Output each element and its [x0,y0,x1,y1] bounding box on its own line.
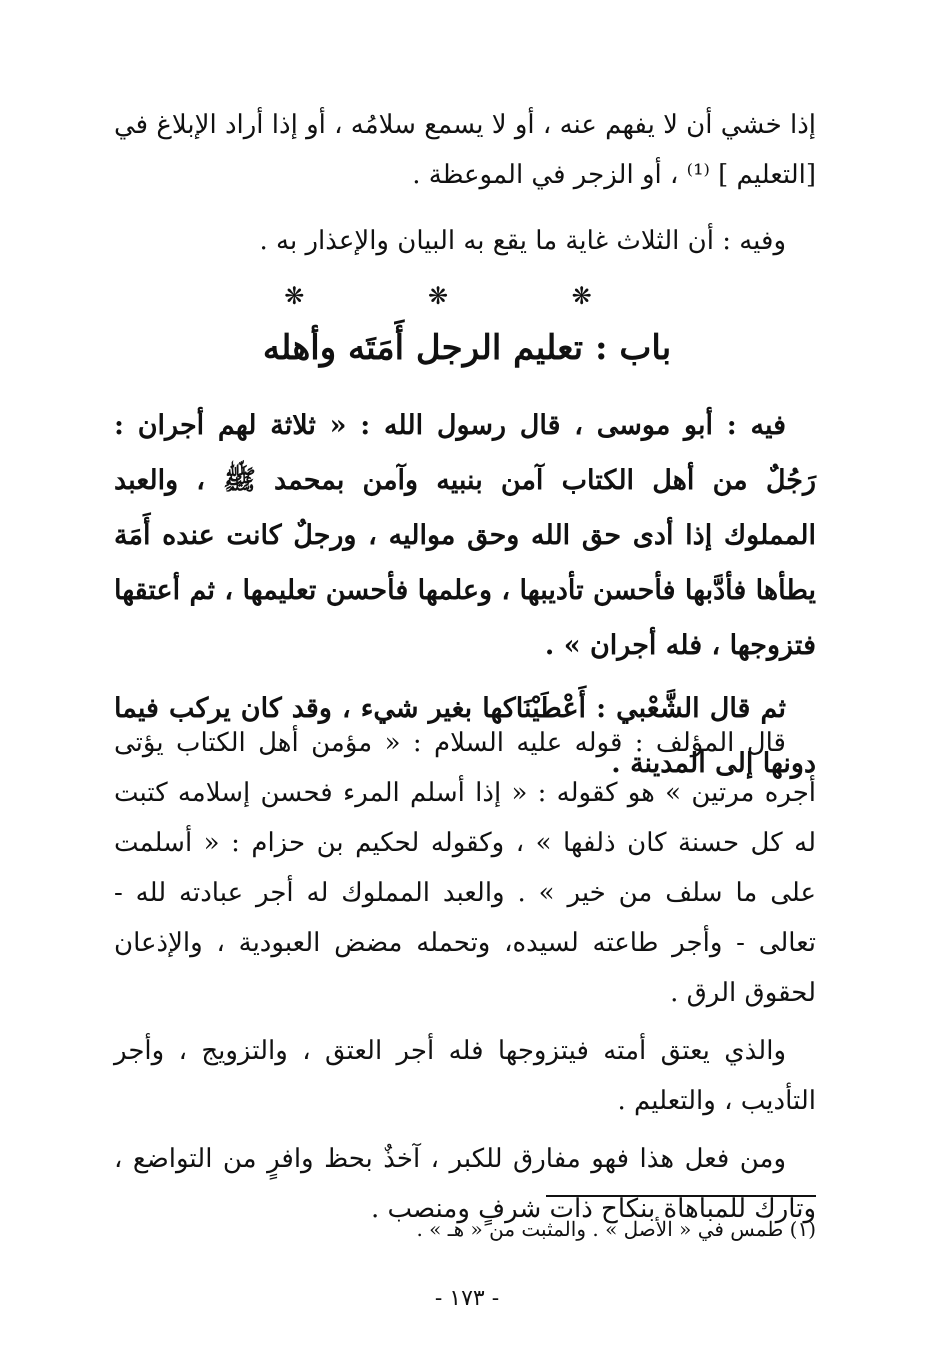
footnote-divider [546,1195,816,1197]
paragraph-note: وفيه : أن الثلاث غاية ما يقع به البيان والإعذار به . [259,226,786,256]
chapter-title: باب : تعليم الرجل أَمَتَه وأهله [262,328,672,368]
paragraph-continuation: إذا خشي أن لا يفهم عنه ، أو لا يسمع سلامُه ، أو إذا أراد الإبلاغ في [التعليم ] ⁽¹⁾ ، أو الزجر في الموعظة . [114,110,816,190]
shabi-text: ثم قال الشَّعْبي : أَعْطَيْنَاكها بغير شيء ، وقد كان يركب فيما دونها إلى المدينة . [114,693,816,779]
commentary-section [114,718,816,1234]
commentary-paragraph: والذي يعتق أمته فيتزوجها فله أجر العتق ، والتزويج ، وأجر التأديب ، والتعليم . [114,1036,816,1116]
footnote: (١) طمس في « الأصل » . والمثبت من « هـ » . [416,1217,816,1241]
section-separator-stars: ❋ ❋ ❋ [284,282,650,310]
page-number: - ١٧٣ - [434,1286,500,1311]
commentary-paragraph: ومن فعل هذا فهو مفارق للكبر ، آخذٌ بحظ وافرٍ من التواضع ، وتارك للمباهاة بنكاح ذات شرفٍ ومنصب . [114,1144,816,1224]
top-section [114,100,816,266]
hadith-text: فيه : أبو موسى ، قال رسول الله : « ثلاثة لهم أجران : رَجُلٌ من أهل الكتاب آمن بنبيه وآمن بمحمد ﷺ ، والعبد المملوك إذا أدى حق الله وحق مواليه ، ورجلٌ كانت عنده أَمَة يطأها فأدَّبها فأحسن تأديبها ، وعلمها فأحسن تعليمها ، ثم أعتقها فتزوجها ، فله أجران » . [114,410,816,661]
commentary-paragraph: قال المؤلف : قوله عليه السلام : « مؤمن أهل الكتاب يؤتى أجره مرتين » هو كقوله : « إذا أسلم المرء فحسن إسلامه كتبت له كل حسنة كان ذلفها » ، وكقوله لحكيم بن حزام : « أسلمت على ما سلف من خير » . والعبد المملوك له أجر عبادته لله - تعالى - وأجر طاعته لسيده، وتحمله مضض العبودية ، والإذعان لحقوق الرق . [114,728,816,1008]
